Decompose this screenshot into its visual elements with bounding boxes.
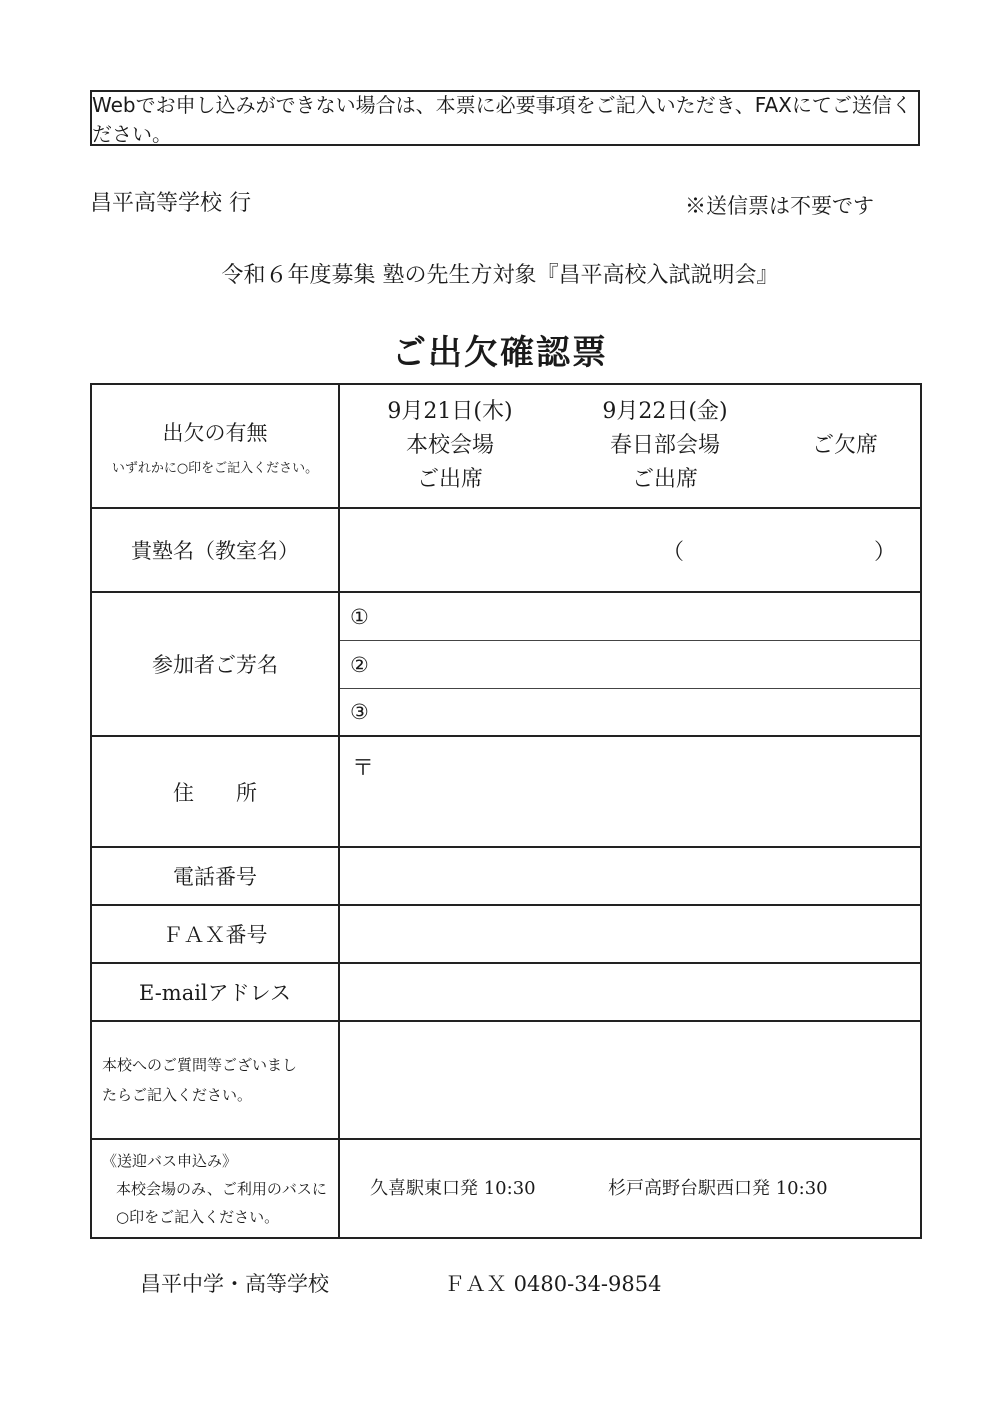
participants-fields: [340, 593, 920, 735]
option2-date: 9月22日(金): [602, 399, 728, 424]
bus-label-line2: 本校会場のみ、ご利用のバスに: [116, 1179, 327, 1198]
bus-option-kuki[interactable]: 久喜駅東口発 10:30: [370, 1178, 536, 1199]
email-field[interactable]: [340, 964, 920, 1020]
paren-open: （: [662, 540, 685, 565]
bus-label-line3: ○印をご記入ください。: [116, 1207, 280, 1226]
option2-venue: 春日部会場: [609, 433, 720, 458]
questions-field[interactable]: [340, 1022, 920, 1138]
participant-mark-3: ③: [350, 700, 369, 724]
participants-row: [92, 593, 920, 737]
attendance-options: [340, 385, 920, 507]
addressee: 昌平高等学校 行: [90, 191, 251, 216]
fax-field[interactable]: [340, 906, 920, 962]
attendance-row: [92, 385, 920, 509]
footer-school: 昌平中学・高等学校: [140, 1272, 329, 1296]
school-name-label: 貴塾名（教室名）: [92, 509, 340, 591]
attendance-sublabel: いずれかに○印をご記入ください。: [111, 460, 319, 476]
attendance-form: [90, 383, 922, 1239]
participants-label: 参加者ご芳名: [92, 593, 340, 735]
option1-status: ご出席: [416, 467, 483, 492]
option-kasukabe-attend[interactable]: [560, 395, 770, 497]
paren-close: ）: [874, 540, 897, 565]
participant-field-1[interactable]: [340, 593, 920, 641]
address-row: [92, 737, 920, 848]
participant-mark-2: ②: [350, 652, 369, 677]
questions-label-line2: たらご記入ください。: [102, 1086, 253, 1104]
bus-label-line1: 《送迎バス申込み》: [102, 1151, 238, 1170]
questions-label-line1: 本校へのご質問等ございまし: [102, 1056, 298, 1074]
questions-label: [92, 1022, 340, 1138]
footer-fax: ＦＡＸ 0480-34-9854: [444, 1272, 662, 1296]
school-name-row: [92, 509, 920, 593]
bus-options: [340, 1140, 920, 1237]
form-title: ご出欠確認票: [392, 333, 608, 373]
bus-option-sugito[interactable]: 杉戸高野台駅西口発 10:30: [608, 1178, 828, 1199]
fax-label: ＦＡＸ番号: [92, 906, 340, 962]
fax-row: [92, 906, 920, 964]
attendance-label: 出欠の有無: [162, 420, 268, 445]
cover-note: ※送信票は不要です: [685, 194, 874, 218]
attendance-label-cell: [92, 385, 340, 507]
phone-field[interactable]: [340, 848, 920, 904]
event-title: 令和６年度募集 塾の先生方対象『昌平高校入試説明会』: [221, 263, 779, 288]
notice-text: Webでお申し込みができない場合は、本票に必要事項をご記入いただき、FAXにてご送信ください。: [92, 93, 912, 146]
option1-date: 9月21日(木): [387, 399, 513, 424]
email-label: E-mailアドレス: [92, 964, 340, 1020]
absent-label: ご欠席: [811, 433, 878, 458]
address-label: 住 所: [92, 737, 340, 846]
questions-row: [92, 1022, 920, 1140]
bus-row: [92, 1140, 920, 1237]
phone-label: 電話番号: [92, 848, 340, 904]
participant-field-2[interactable]: [340, 641, 920, 689]
phone-row: [92, 848, 920, 906]
option1-venue: 本校会場: [405, 433, 494, 458]
postal-mark: 〒: [352, 756, 375, 781]
school-name-field[interactable]: [340, 509, 920, 591]
option2-status: ご出席: [631, 467, 698, 492]
option-absent[interactable]: [780, 429, 910, 463]
bus-label: [92, 1140, 340, 1237]
option-honko-attend[interactable]: [340, 395, 560, 497]
participant-mark-1: ①: [350, 604, 369, 629]
address-field[interactable]: [340, 737, 920, 846]
email-row: [92, 964, 920, 1022]
participant-field-3[interactable]: [340, 689, 920, 735]
notice-box: [90, 90, 920, 146]
